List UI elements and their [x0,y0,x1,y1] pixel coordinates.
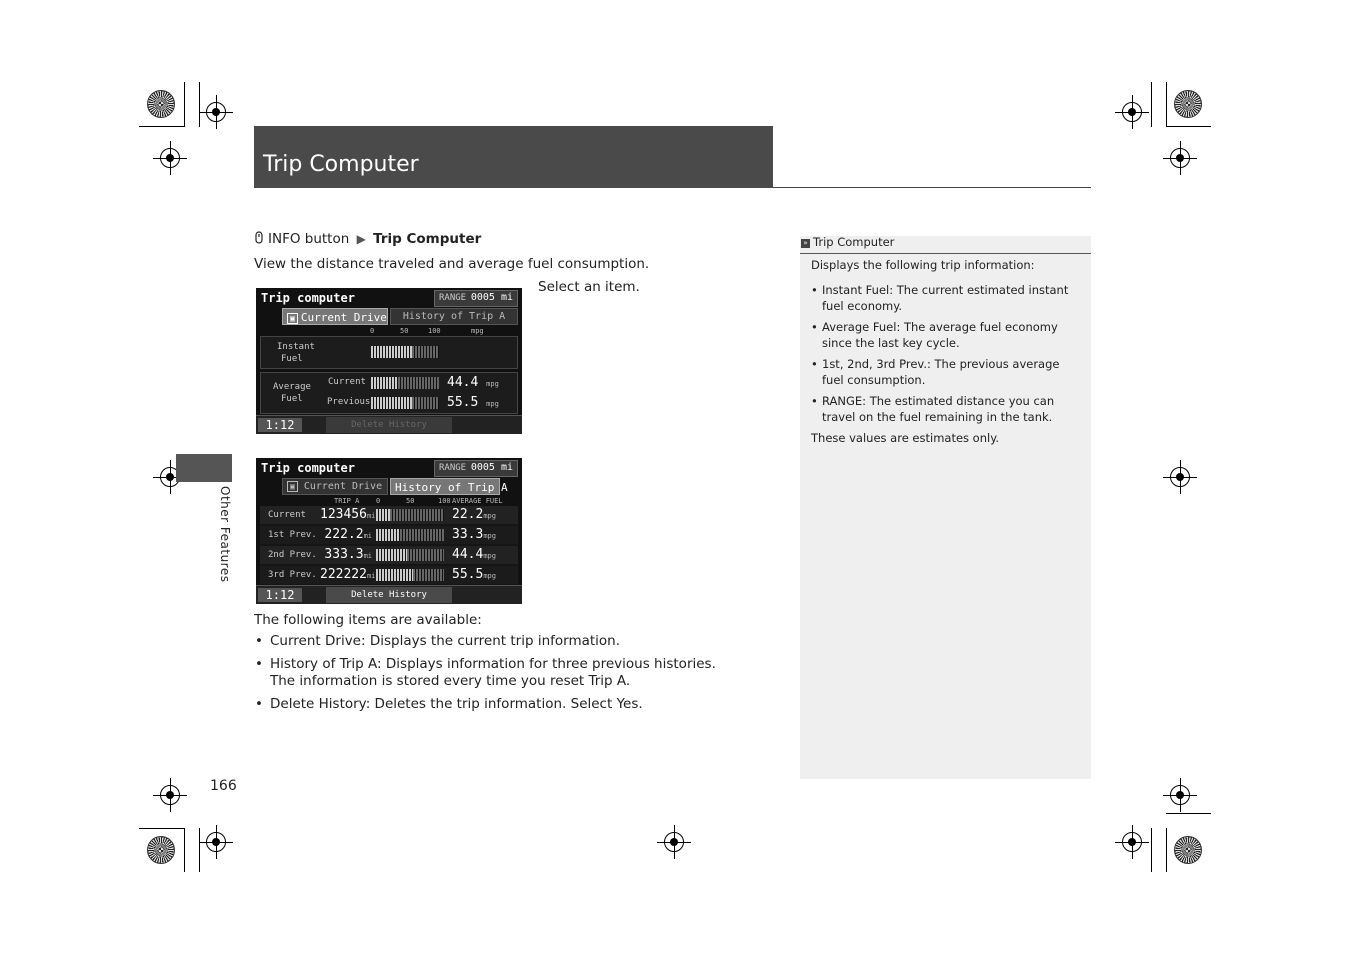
intro-text: View the distance traveled and average fuel consumption. [254,256,650,272]
current-fuel-bar [371,377,439,389]
list-item: • Delete History: Deletes the trip information. Select Yes. [254,696,729,713]
page-number: 166 [210,778,237,794]
trip-value: 222.2mi [324,527,372,542]
registration-target-icon [1122,102,1142,122]
scale-tick: 0 [370,327,375,335]
table-row [260,506,518,524]
row-label: 3rd Prev. [268,570,317,580]
registration-target-icon [206,832,226,852]
delete-history-button: Delete History [326,587,452,603]
screenshot-current-drive [256,288,522,434]
avg-value: 55.5mpg [452,567,496,582]
note-body [811,257,1081,446]
history-table [260,506,518,586]
instant-label: Fuel [281,354,303,364]
registration-target-icon [1170,148,1190,168]
instant-fuel-panel [260,336,518,369]
breadcrumb [254,231,481,247]
range-value: 0005 mi [470,462,513,473]
history-fuel-bar [376,569,444,581]
registration-star-icon [1174,836,1202,864]
registration-star-icon [147,836,175,864]
range-box [434,290,518,307]
breadcrumb-arrow-icon: ▶ [356,232,366,246]
registration-target-icon [1122,832,1142,852]
clock: 1:12 [258,418,302,432]
screen-footer [256,585,522,604]
range-value: 0005 mi [470,292,513,303]
instant-label: Instant [277,342,315,352]
available-heading: The following items are available: [254,612,482,628]
scale-tick: 50 [406,497,415,505]
current-value: 44.4 mpg [447,375,499,390]
registration-target-icon [664,832,684,852]
clock: 1:12 [258,588,302,602]
registration-target-icon [160,148,180,168]
previous-fuel-bar [371,397,439,409]
sidebar-note [800,236,1091,779]
table-row [260,546,518,564]
registration-target-icon [206,102,226,122]
registration-target-icon [1170,785,1190,805]
current-label: Current [328,377,366,387]
screen-tabs [282,308,518,325]
breadcrumb-end: Trip Computer [373,231,482,247]
trip-value: 333.3mi [324,547,372,562]
registration-target-icon [160,785,180,805]
range-label: RANGE [439,293,467,303]
trip-value: 123456mi [320,507,376,522]
average-fuel-panel [260,372,518,414]
note-item: • Average Fuel: The average fuel economy since the last key cycle. [811,319,1081,351]
title-rule [773,187,1091,188]
previous-label: Previous [327,397,371,407]
note-heading: » Trip Computer [800,236,1091,254]
note-list [811,282,1081,425]
note-item: • 1st, 2nd, 3rd Prev.: The previous average fuel consumption. [811,356,1081,388]
tab-history: History of Trip A [390,478,500,495]
delete-history-button: Delete History [326,417,452,433]
note-lead: Displays the following trip information: [811,258,1035,272]
breadcrumb-start: INFO button [268,231,350,247]
instant-fuel-bar [371,346,439,358]
scale-tick: TRIP A [334,497,360,505]
tab-history: History of Trip A [390,308,518,325]
scale-tick: 0 [376,497,381,505]
scale-tick: AVERAGE FUEL [452,497,503,505]
range-label: RANGE [439,463,467,473]
list-item: • Current Drive: Displays the current trip information. [254,633,729,650]
note-item: • Instant Fuel: The current estimated instant fuel economy. [811,282,1081,314]
avg-value: 44.4mpg [452,547,496,562]
chapter-tab [176,454,232,482]
car-icon: ▣ [287,481,298,492]
page-title: Trip Computer [263,152,419,177]
list-item: • History of Trip A: Displays information for three previous histories. The information is stored every time you reset Trip A. [254,656,729,690]
history-fuel-bar [376,529,444,541]
table-row [260,566,518,584]
scale-tick: mpg [471,327,484,335]
previous-value: 55.5 mpg [447,395,499,410]
average-label: Fuel [281,394,303,404]
registration-target-icon [1170,467,1190,487]
items-list [254,633,729,719]
chapter-label: Other Features [218,486,232,583]
screen-footer [256,415,522,434]
note-end: These values are estimates only. [811,431,1000,445]
instruction-text: Select an item. [538,279,640,295]
note-item: • RANGE: The estimated distance you can travel on the fuel remaining in the tank. [811,393,1081,425]
screen-title: Trip computer [261,461,355,475]
row-label: 1st Prev. [268,530,317,540]
trip-value: 222222mi [320,567,376,582]
row-label: Current [268,510,306,520]
screen-title: Trip computer [261,291,355,305]
avg-value: 22.2mpg [452,507,496,522]
registration-star-icon [147,90,175,118]
home-icon [254,231,264,244]
scale-tick: 100 [438,497,451,505]
scale-tick: 100 [428,327,441,335]
table-row [260,526,518,544]
tab-current-drive: ▣ Current Drive [282,478,388,495]
avg-value: 33.3mpg [452,527,496,542]
range-box [434,460,518,477]
history-fuel-bar [376,509,444,521]
tab-current-drive: ▣ Current Drive [282,308,388,325]
average-label: Average [273,382,311,392]
reference-icon: » [801,239,810,248]
screen-tabs [282,478,518,495]
screenshot-history-trip-a [256,458,522,604]
scale-tick: 50 [400,327,409,335]
car-icon: ▣ [287,313,298,324]
history-fuel-bar [376,549,444,561]
registration-star-icon [1174,90,1202,118]
row-label: 2nd Prev. [268,550,317,560]
